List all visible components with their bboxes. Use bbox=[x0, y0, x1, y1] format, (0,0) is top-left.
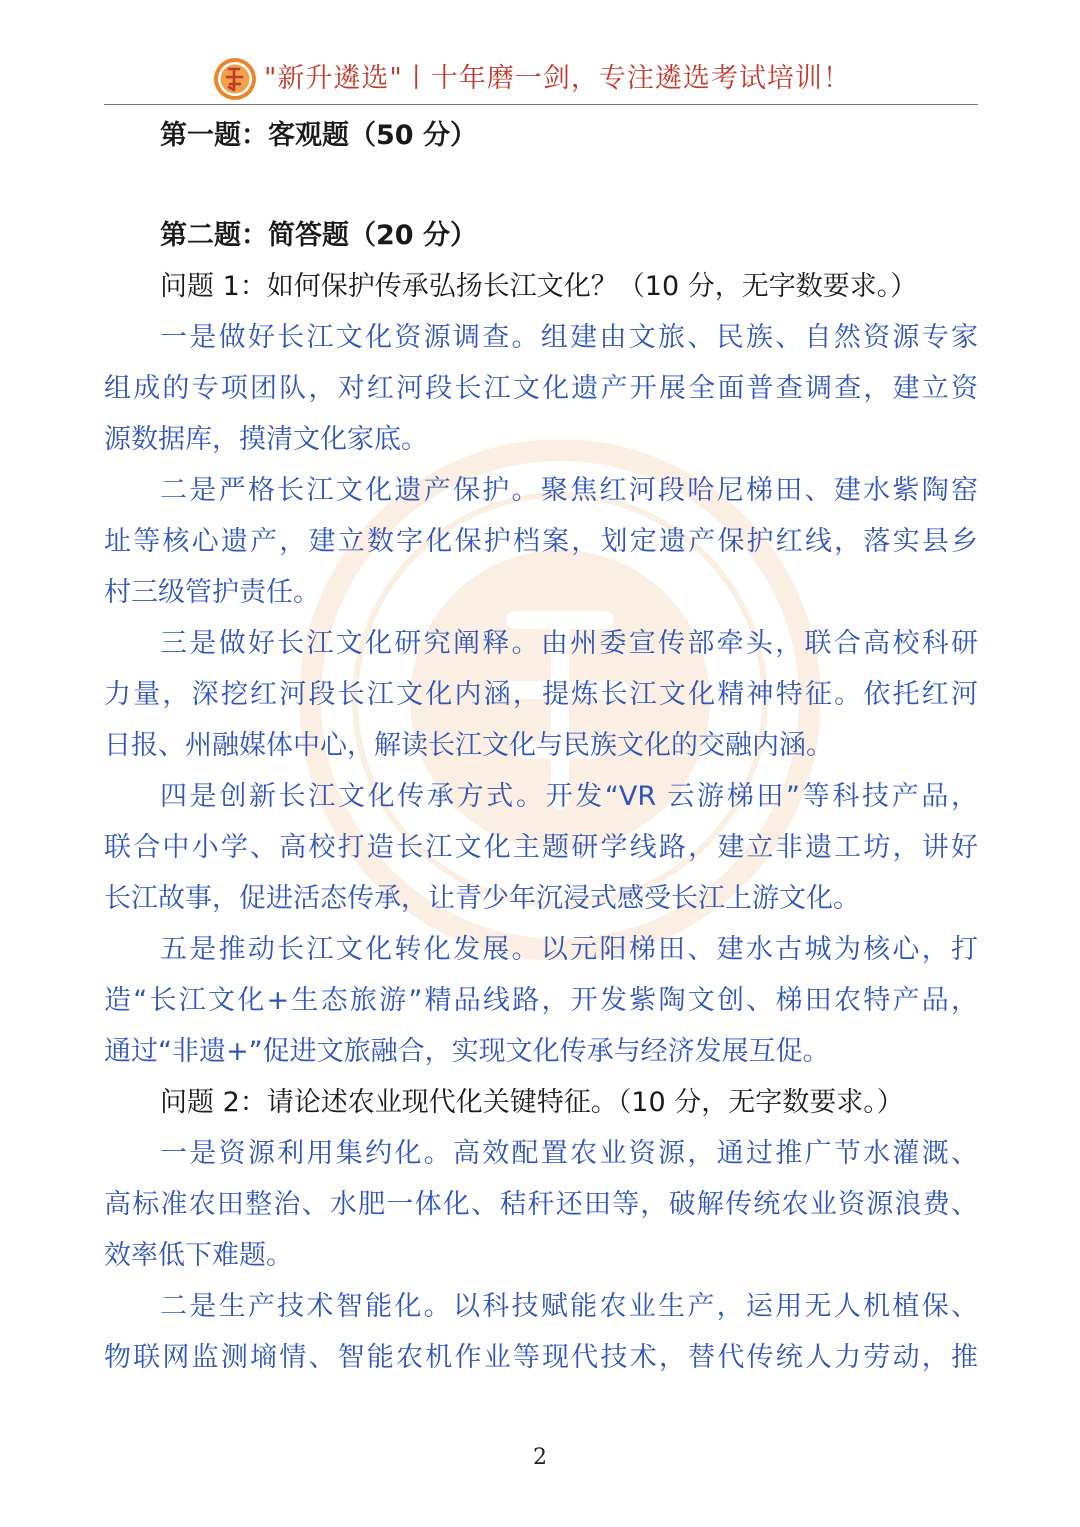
answer-line: 效率低下难题。 bbox=[104, 1240, 293, 1271]
answer-line: 二是生产技术智能化。以科技赋能农业生产，运用无人机植保、 bbox=[160, 1291, 978, 1322]
answer-line: 高标准农田整治、水肥一体化、秸秆还田等，破解传统农业资源浪费、 bbox=[104, 1189, 978, 1220]
answer-line: 组成的专项团队，对红河段长江文化遗产开展全面普查调查，建立资 bbox=[104, 373, 978, 404]
header-divider bbox=[104, 104, 978, 105]
page-number: 2 bbox=[533, 1445, 547, 1470]
section-objective-title: 第一题：客观题（50 分） bbox=[160, 120, 477, 151]
answer-line: 三是做好长江文化研究阐释。由州委宣传部牵头，联合高校科研 bbox=[160, 628, 978, 659]
answer-line: 物联网监测墒情、智能农机作业等现代技术，替代传统人力劳动，推 bbox=[104, 1342, 978, 1373]
answer-line: 联合中小学、高校打造长江文化主题研学线路，建立非遗工坊，讲好 bbox=[104, 832, 978, 863]
answer-line: 四是创新长江文化传承方式。开发“VR 云游梯田”等科技产品， bbox=[160, 781, 978, 812]
page-header bbox=[104, 56, 978, 104]
answer-line: 造“长江文化+生态旅游”精品线路，开发紫陶文创、梯田农特产品， bbox=[104, 985, 978, 1016]
question-2: 问题 2：请论述农业现代化关键特征。（10 分，无字数要求。） bbox=[160, 1087, 904, 1118]
question-1: 问题 1：如何保护传承弘扬长江文化？（10 分，无字数要求。） bbox=[160, 271, 918, 302]
logo-icon bbox=[213, 57, 257, 101]
answer-line: 二是严格长江文化遗产保护。聚焦红河段哈尼梯田、建水紫陶窑 bbox=[160, 475, 978, 506]
answer-line: 源数据库，摸清文化家底。 bbox=[104, 424, 428, 455]
answer-line: 村三级管护责任。 bbox=[104, 577, 320, 608]
header-slogan: "新升遴选"丨十年磨一剑，专注遴选考试培训！ bbox=[264, 63, 851, 94]
answer-line: 一是做好长江文化资源调查。组建由文旅、民族、自然资源专家 bbox=[160, 322, 978, 353]
answer-line: 通过“非遗+”促进文旅融合，实现文化传承与经济发展互促。 bbox=[104, 1036, 830, 1067]
answer-line: 长江故事，促进活态传承，让青少年沉浸式感受长江上游文化。 bbox=[104, 883, 860, 914]
answer-line: 日报、州融媒体中心，解读长江文化与民族文化的交融内涵。 bbox=[104, 730, 833, 761]
section-short-answer-title: 第二题：简答题（20 分） bbox=[160, 220, 477, 251]
answer-line: 一是资源利用集约化。高效配置农业资源，通过推广节水灌溉、 bbox=[160, 1138, 978, 1169]
answer-line: 力量，深挖红河段长江文化内涵，提炼长江文化精神特征。依托红河 bbox=[104, 679, 978, 710]
answer-line: 址等核心遗产，建立数字化保护档案，划定遗产保护红线，落实县乡 bbox=[104, 526, 978, 557]
answer-line: 五是推动长江文化转化发展。以元阳梯田、建水古城为核心，打 bbox=[160, 934, 978, 965]
